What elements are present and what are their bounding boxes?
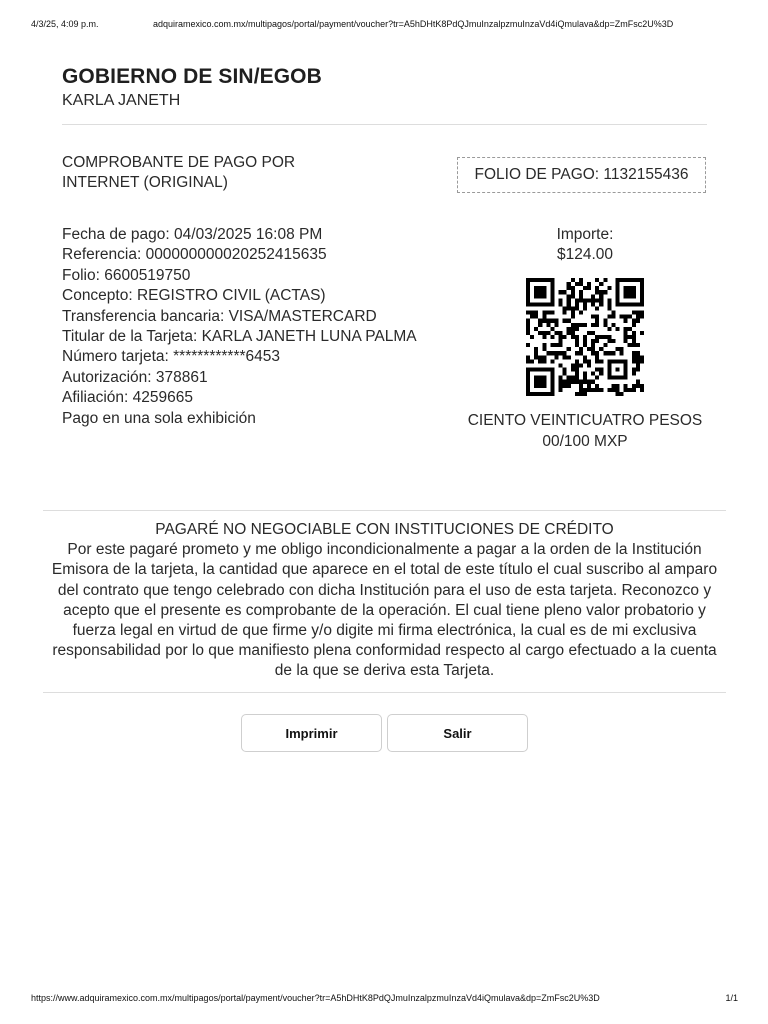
print-url: adquiramexico.com.mx/multipagos/portal/payment/voucher?tr=A5hDHtK8PdQJmuInzalpzmuInzaVd4iQmulava&dp=ZmFsc2U%3D (153, 19, 674, 29)
detail-autorizacion: Autorización: 378861 (62, 368, 208, 386)
detail-concepto: Concepto: REGISTRO CIVIL (ACTAS) (62, 287, 326, 305)
detail-afiliacion: Afiliación: 4259665 (62, 389, 193, 407)
folio-pago-box (457, 157, 706, 193)
page-number: 1/1 (725, 993, 738, 1003)
amount-label: Importe: (556, 226, 614, 243)
payment-details (62, 225, 432, 429)
detail-transferencia: Transferencia bancaria: VISA/MASTERCARD (62, 307, 377, 325)
detail-referencia: Referencia: 000000000020252415635 (62, 246, 327, 264)
detail-fecha: Fecha de pago: 04/03/2025 16:08 PM (62, 226, 323, 243)
promissory-note-body: Por este pagaré prometo y me obligo incondicionalmente a pagar a la orden de la Institución Emisora de la tarjeta, la cantidad que aparece en el total de este título el cual suscribo al amparo del contrato que tengo celebrado con dicha Institución para el uso de esta tarjeta. Reconozco y acepto que el presente es comprobante de la operación. El cual tiene pleno valor probatorio y fuerza legal en virtud de que firme y/o digite mi firma electrónica, la cual es de mi exclusiva responsabilidad por lo que manifiesto plena conformidad respecto al cargo efectuado a la cuenta de la que se deriva esta Tarjeta. (51, 541, 718, 680)
org-name: GOBIERNO DE SIN/EGOB (62, 65, 322, 88)
divider (62, 124, 707, 125)
print-footer (0, 993, 768, 1005)
print-header (0, 19, 768, 31)
exit-button[interactable]: Salir (387, 714, 528, 752)
detail-folio: Folio: 6600519750 (62, 266, 191, 284)
amount-value: $124.00 (556, 246, 614, 264)
qr-code (526, 278, 644, 396)
folio-pago-label: FOLIO DE PAGO: 1132155436 (474, 166, 689, 183)
promissory-note-title: PAGARÉ NO NEGOCIABLE CON INSTITUCIONES DE CRÉDITO (155, 521, 614, 538)
voucher-title: COMPROBANTE DE PAGO POR INTERNET (ORIGINAL) (62, 154, 296, 191)
print-footer-url: https://www.adquiramexico.com.mx/multipagos/portal/payment/voucher?tr=A5hDHtK8PdQJmuInzalpzmuInzaVd4iQmulava&dp=ZmFsc2U%3D (31, 993, 600, 1003)
amount-block (455, 225, 715, 266)
amount-in-words: CIENTO VEINTICUATRO PESOS 00/100 MXP (467, 412, 703, 450)
promissory-note (43, 520, 726, 682)
payer-name: KARLA JANETH (62, 92, 181, 109)
print-button[interactable]: Imprimir (241, 714, 382, 752)
divider (43, 510, 726, 511)
detail-modalidad: Pago en una sola exhibición (62, 409, 256, 427)
print-datetime: 4/3/25, 4:09 p.m. (31, 19, 99, 29)
detail-titular: Titular de la Tarjeta: KARLA JANETH LUNA PALMA (62, 328, 417, 346)
divider (43, 692, 726, 693)
detail-numero-tarjeta: Número tarjeta: ************6453 (62, 348, 280, 366)
